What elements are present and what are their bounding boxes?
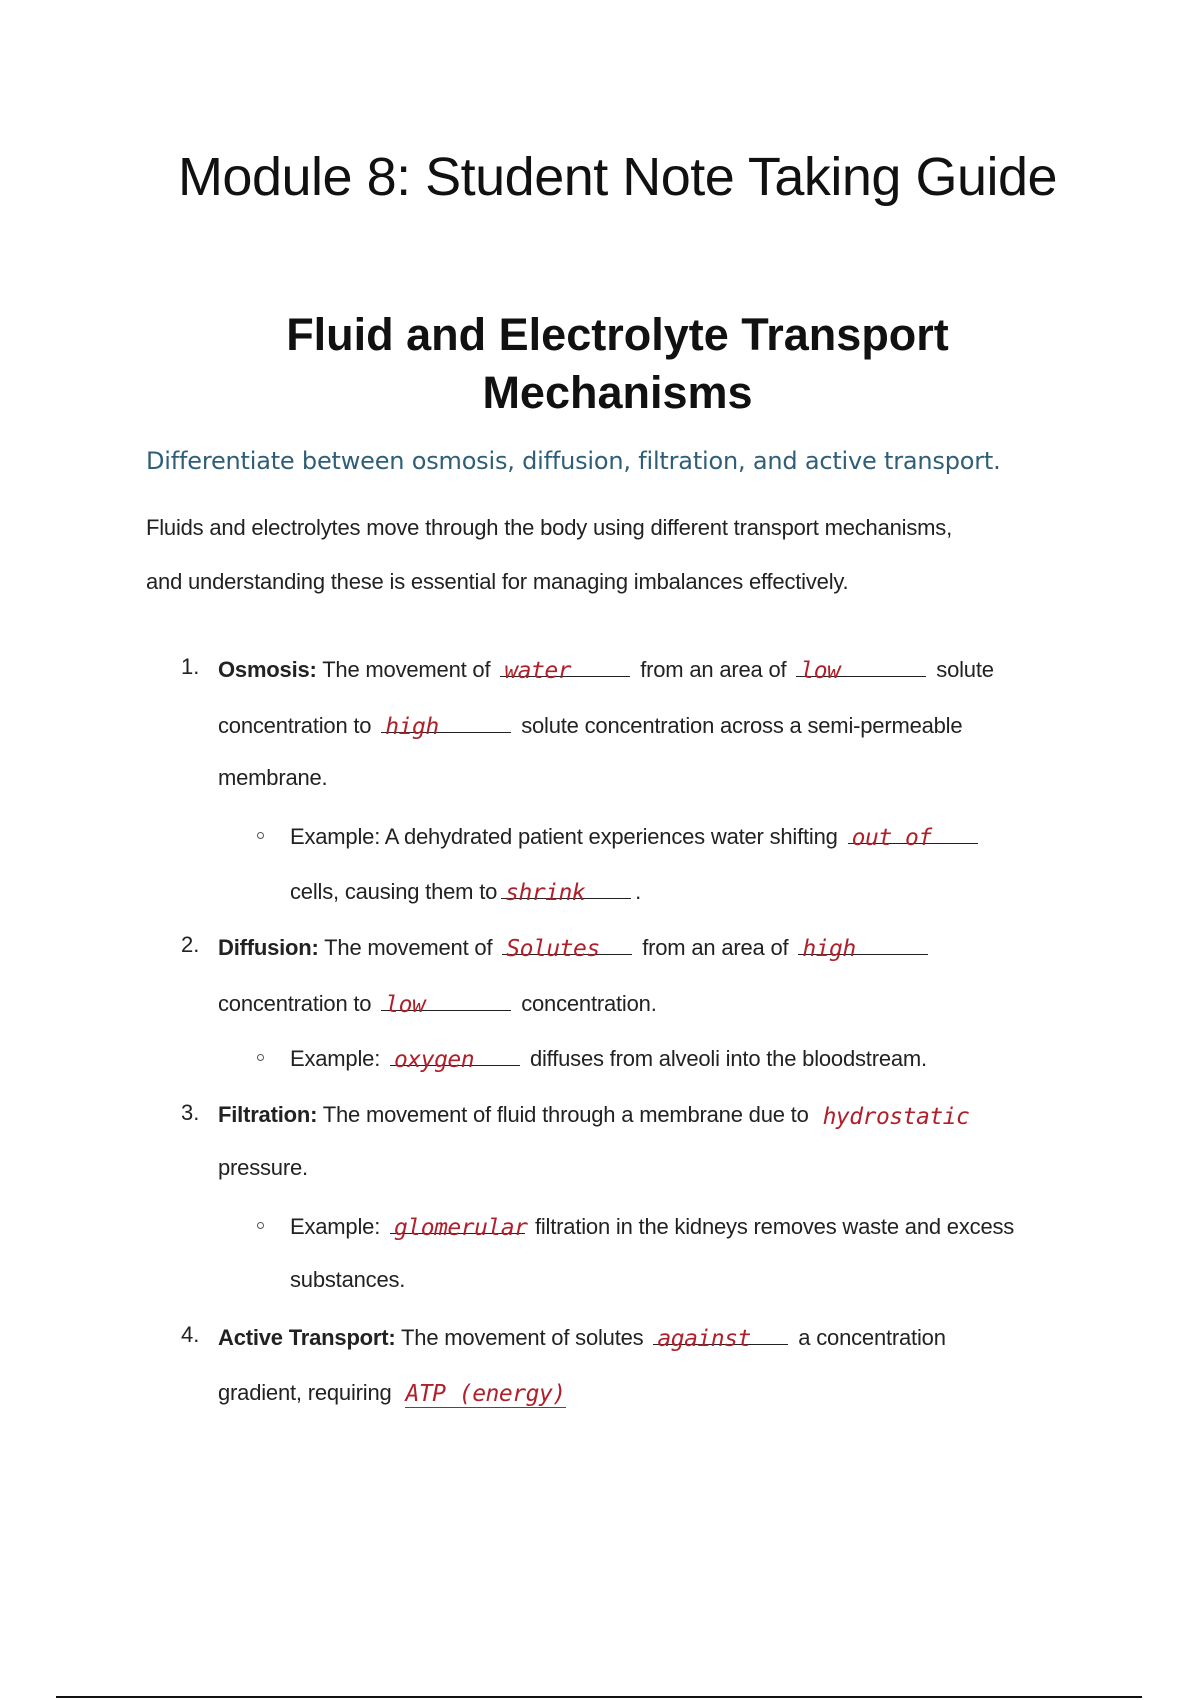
osmosis-line-1 xyxy=(218,654,994,683)
osmosis-example-line-2 xyxy=(290,876,641,905)
text: from an area of xyxy=(642,935,789,960)
bullet-icon xyxy=(257,1054,264,1061)
item-number: 3. xyxy=(181,1100,200,1125)
active-line-1 xyxy=(218,1322,946,1351)
text: diffuses from alveoli into the bloodstream. xyxy=(529,1046,927,1071)
osmosis-line-3: membrane. xyxy=(218,765,328,790)
text: Example: xyxy=(290,1046,381,1071)
page-bottom-rule xyxy=(56,1696,1142,1698)
handwritten-answer: against xyxy=(657,1326,751,1352)
text: The movement of xyxy=(322,657,491,682)
section-title xyxy=(0,306,1200,422)
handwritten-answer: low xyxy=(385,992,426,1018)
learning-objective: Differentiate between osmosis, diffusion, filtration, and active transport. xyxy=(146,447,1001,475)
text: gradient, requiring xyxy=(218,1380,392,1405)
handwritten-answer: water xyxy=(504,658,572,684)
text: filtration in the kidneys removes waste and excess xyxy=(534,1214,1015,1239)
text: solute concentration across a semi-permeable xyxy=(521,713,963,738)
handwritten-answer: oxygen xyxy=(394,1047,475,1073)
bullet-icon xyxy=(257,1222,264,1229)
text: from an area of xyxy=(640,657,787,682)
handwritten-answer: shrink xyxy=(505,880,586,906)
filtration-term: Filtration: xyxy=(218,1102,318,1127)
text: solute xyxy=(936,657,994,682)
answer-blank xyxy=(390,1043,520,1073)
text: a concentration xyxy=(798,1325,946,1350)
osmosis-line-2 xyxy=(218,710,962,739)
filtration-example-line-2: substances. xyxy=(290,1267,406,1292)
answer-blank xyxy=(390,1211,528,1241)
filtration-example-line-1 xyxy=(290,1211,1014,1240)
handwritten-answer: hydrostatic xyxy=(822,1104,970,1130)
bullet-icon xyxy=(257,832,264,839)
osmosis-example-line-1 xyxy=(290,821,982,850)
item-number: 1. xyxy=(181,654,200,679)
answer-blank xyxy=(848,821,978,851)
answer-blank xyxy=(798,932,928,962)
text: The movement of solutes xyxy=(401,1325,644,1350)
section-title-line2: Mechanisms xyxy=(482,367,753,418)
handwritten-answer: low xyxy=(800,658,841,684)
answer-blank xyxy=(653,1322,788,1352)
text: cells, causing them to xyxy=(290,879,498,904)
text: concentration to xyxy=(218,991,372,1016)
text: Example: xyxy=(290,1214,381,1239)
text: Example: A dehydrated patient experiences water shifting xyxy=(290,824,838,849)
item-number: 2. xyxy=(181,932,200,957)
active-line-2 xyxy=(218,1378,566,1407)
text: concentration. xyxy=(521,991,657,1016)
text: . xyxy=(635,879,642,904)
handwritten-answer: ATP (energy) xyxy=(405,1381,566,1407)
answer-blank xyxy=(401,1378,566,1407)
handwritten-answer: out of xyxy=(851,825,932,851)
text: concentration to xyxy=(218,713,372,738)
diffusion-example xyxy=(290,1043,927,1072)
answer-blank xyxy=(381,988,511,1018)
handwritten-answer: high xyxy=(385,714,439,740)
osmosis-term: Osmosis: xyxy=(218,657,317,682)
answer-blank xyxy=(796,654,926,684)
filtration-line-1 xyxy=(218,1100,973,1128)
answer-blank xyxy=(381,710,511,740)
answer-blank xyxy=(819,1100,970,1130)
text: The movement of xyxy=(324,935,493,960)
text: The movement of fluid through a membrane due to xyxy=(322,1102,809,1127)
module-title: Module 8: Student Note Taking Guide xyxy=(177,147,1058,207)
intro-line-2: and understanding these is essential for managing imbalances effectively. xyxy=(146,569,849,594)
section-title-line1: Fluid and Electrolyte Transport xyxy=(286,309,949,360)
filtration-line-2: pressure. xyxy=(218,1155,308,1180)
handwritten-answer: high xyxy=(802,936,856,962)
diffusion-term: Diffusion: xyxy=(218,935,319,960)
intro-line-1: Fluids and electrolytes move through the body using different transport mechanisms, xyxy=(146,515,952,540)
diffusion-line-2 xyxy=(218,988,657,1017)
handwritten-answer: Solutes xyxy=(506,936,600,962)
answer-blank xyxy=(502,932,632,962)
item-number: 4. xyxy=(181,1322,200,1347)
answer-blank xyxy=(500,654,630,684)
handwritten-answer: glomerular xyxy=(394,1215,528,1241)
active-term: Active Transport: xyxy=(218,1325,396,1350)
answer-blank xyxy=(501,876,631,906)
diffusion-line-1 xyxy=(218,932,932,961)
